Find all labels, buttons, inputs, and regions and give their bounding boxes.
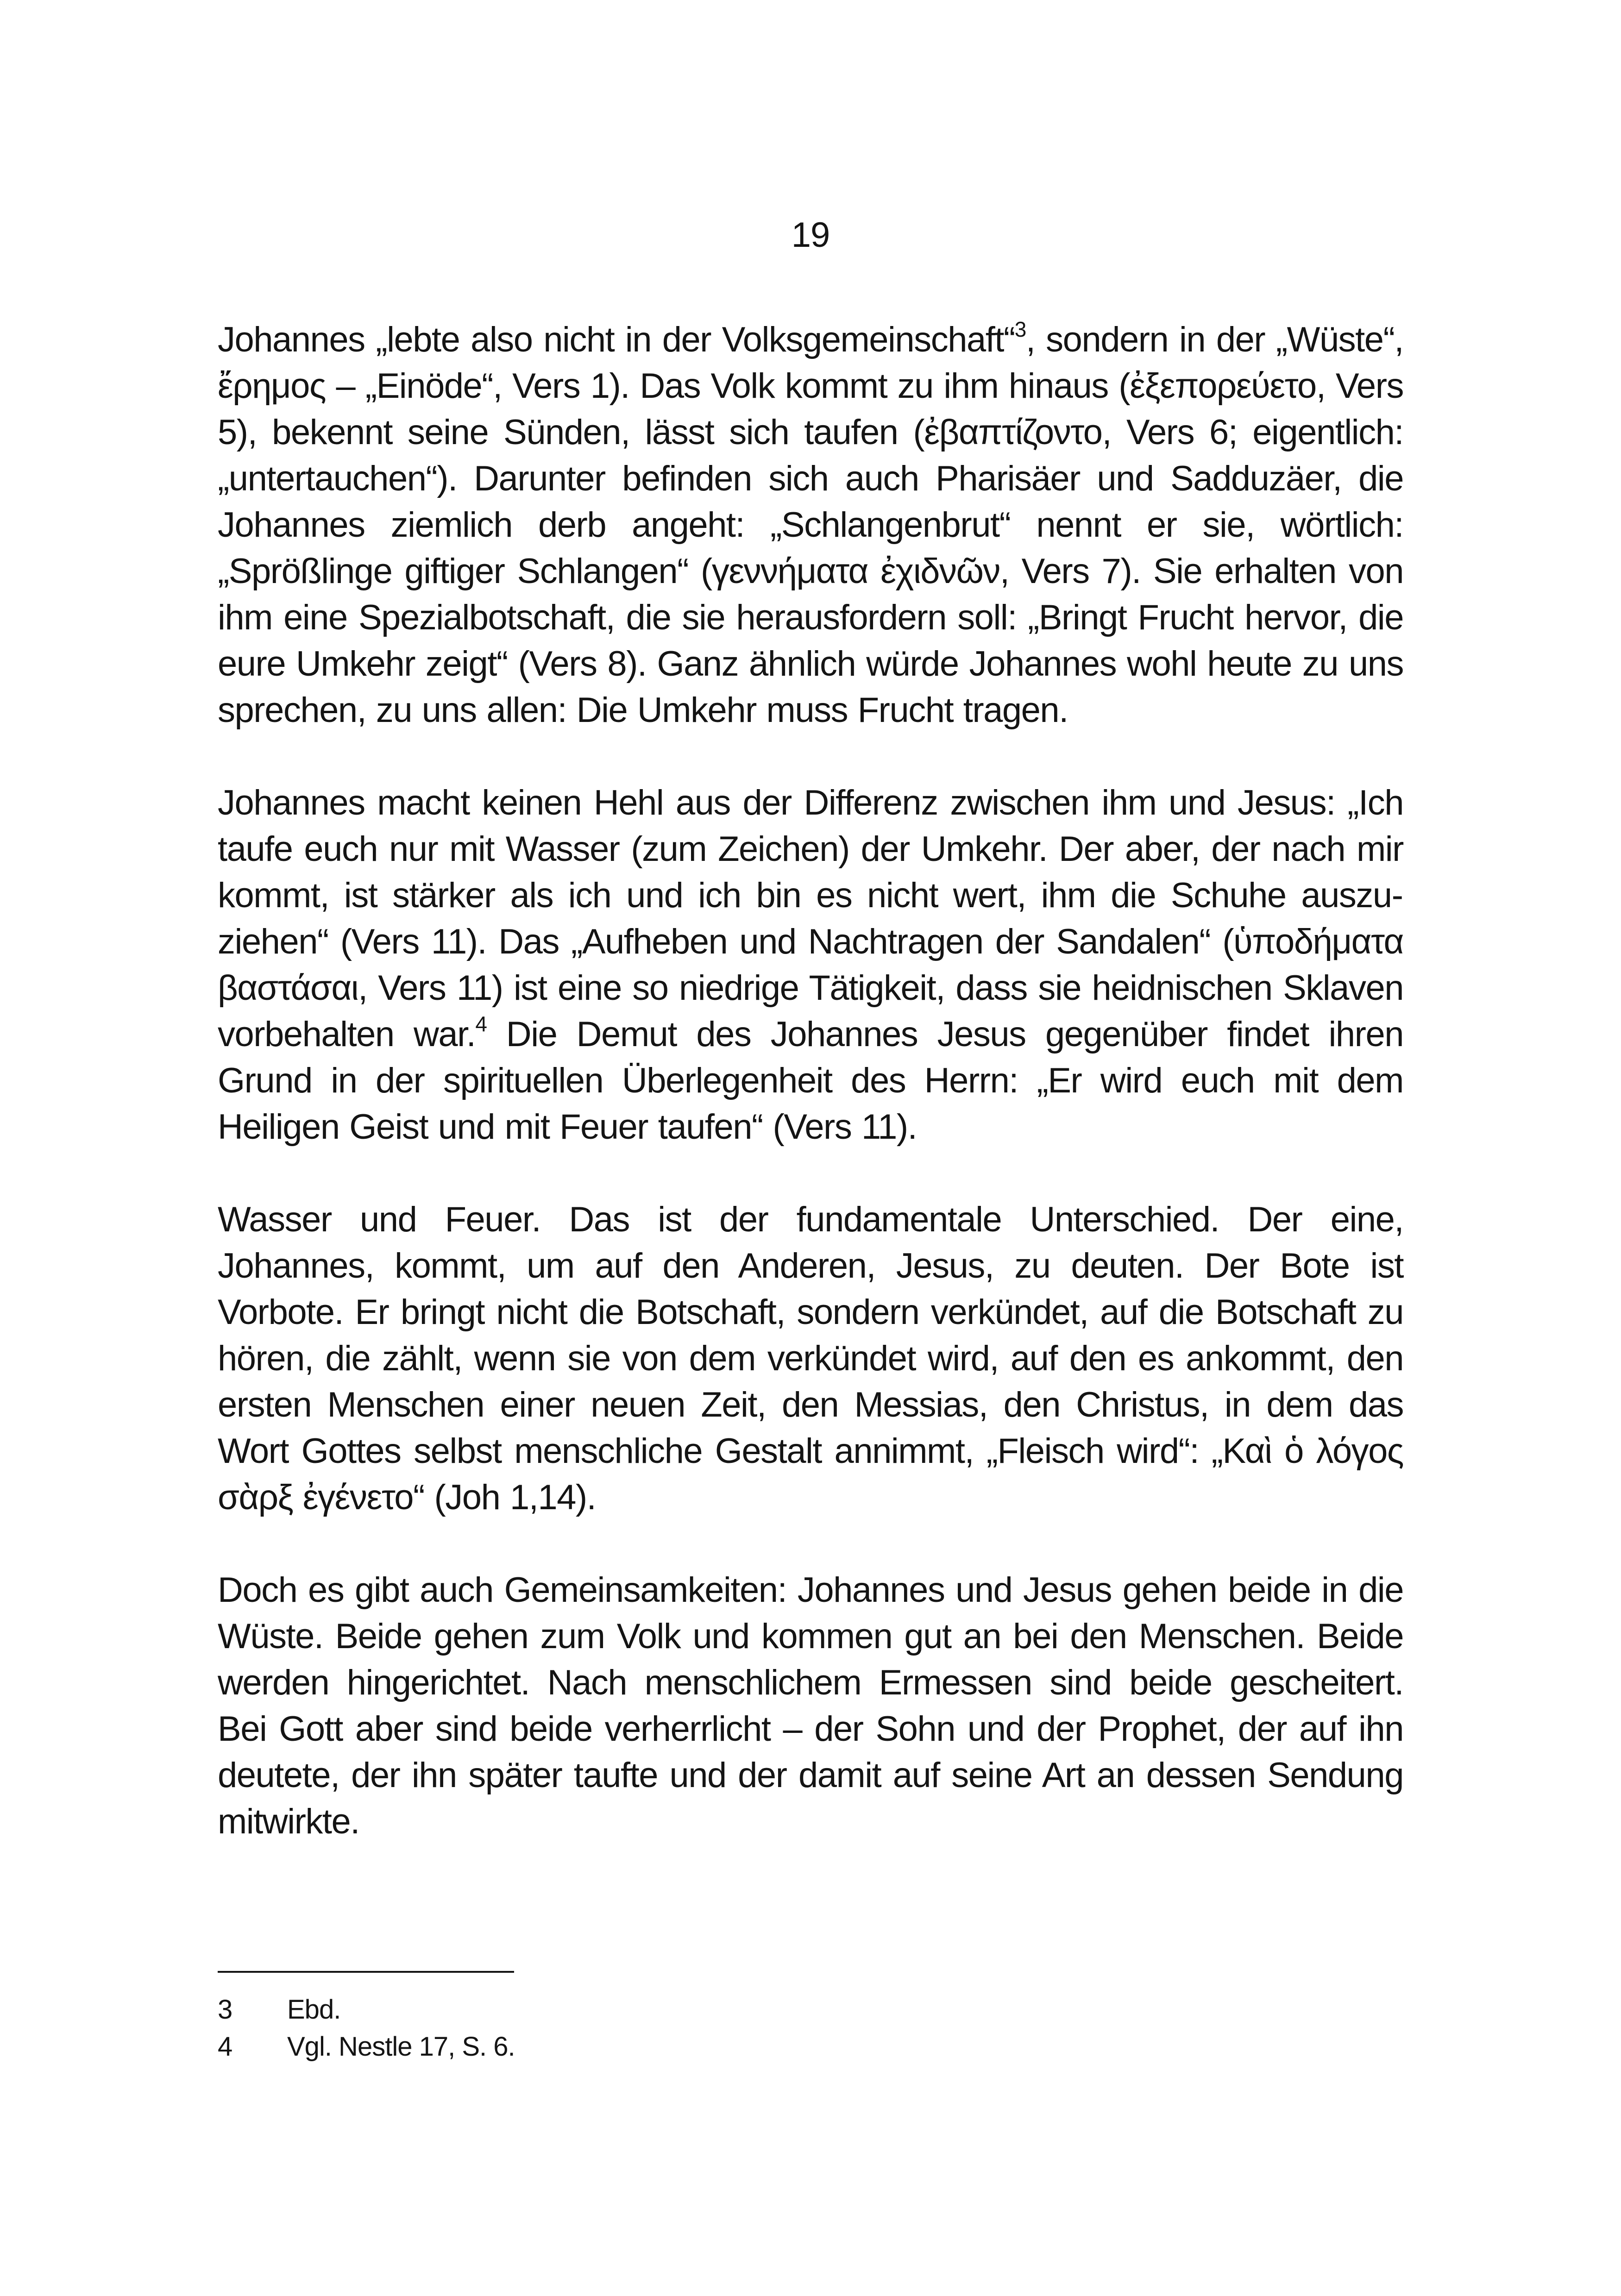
footnote-ref-3: 3 [1014,317,1026,341]
paragraph-1 [218,317,1403,734]
page-number: 19 [791,215,830,255]
footnote-number: 4 [218,2032,232,2062]
footnote-text: Vgl. Nestle 17, S. 6. [287,2032,515,2062]
paragraph-3: Wasser und Feuer. Das ist der fundamentale Unterschied. Der eine, Johannes, kommt, um auf den Anderen, Jesus, zu deuten. Der Bote ist Vorbote. Er bringt nicht die Botschaft, sondern verkündet, auf die Botschaft zu hören, die zählt, wenn sie von dem verkündet wird, auf den es ankommt, den ersten Menschen einer neuen Zeit, den Messias, den Christus, in dem das Wort Gottes selbst menschliche Gestalt annimmt, „Fleisch wird“: „Καὶ ὁ λόγος σὰρξ ἐγένετο“ (Joh 1,14). [218,1200,1403,1517]
paragraph-1-text-b: , sondern in der „Wüste“, ἔρημος – „Einöde“, Vers 1). Das Volk kommt zu ihm hinaus (ἐξεπορεύετο, Vers 5), bekennt seine Sünden, lässt sich taufen (ἐβαπτίζοντο, Vers 6; eigentlich: „untertauchen“). Darunter befinden sich auch Pharisäer und Sadduzäer, die Johannes ziemlich derb angeht: „Schlangenbrut“ nennt er sie, wörtlich: „Sprößlinge giftiger Schlangen“ (γεννήματα ἐχιδνῶν, Vers 7). Sie erhalten von ihm eine Spezialbotschaft, die sie herausfordern soll: „Bringt Frucht hervor, die eure Umkehr zeigt“ (Vers 8). Ganz ähnlich würde Johannes wohl heute zu uns sprechen, zu uns allen: Die Umkehr muss Frucht tragen. [218,320,1403,730]
footnote-separator [218,1971,514,1973]
footnote-ref-4: 4 [475,1012,487,1036]
footnote-text: Ebd. [287,1995,341,2025]
paragraph-2 [218,780,1403,1150]
body-text [218,317,1403,1845]
paragraph-4: Doch es gibt auch Gemeinsamkeiten: Johannes und Jesus gehen beide in die Wüste. Beide gehen zum Volk und kommen gut an bei den Menschen. Beide werden hingerichtet. Nach menschlichem Ermessen sind beide gescheitert. Bei Gott aber sind beide verherrlicht – der Sohn und der Prophet, der auf ihn deutete, der ihn später taufte und der damit auf seine Art an dessen Sendung mitwirkte. [218,1570,1403,1841]
footnotes [218,1991,1403,2065]
footnote-4 [218,2028,1403,2065]
paragraph-1-text-a: Johannes „lebte also nicht in der Volksgemeinschaft“ [218,320,1015,359]
footnote-number: 3 [218,1995,232,2025]
footnote-3 [218,1991,1403,2028]
paragraph-2-text-b: Die Demut des Johannes Jesus gegenüber findet ihren Grund in der spirituellen Überlegenheit des Herrn: „Er wird euch mit dem Heiligen Geist und mit Feuer taufen“ (Vers 11). [218,1015,1403,1147]
paragraph-2-text-a: Johannes macht keinen Hehl aus der Differenz zwischen ihm und Jesus: „Ich taufe euch nur mit Wasser (zum Zeichen) der Umkehr. Der aber, der nach mir kommt, ist stärker als ich und ich bin es nicht wert, ihm die Schuhe auszuziehen“ (Vers 11). Das „Aufheben und Nachtragen der Sandalen“ (ὑποδήματα βαστάσαι, Vers 11) ist eine so niedrige Tätigkeit, dass sie heidnischen Sklaven vorbehalten war. [218,783,1403,1054]
